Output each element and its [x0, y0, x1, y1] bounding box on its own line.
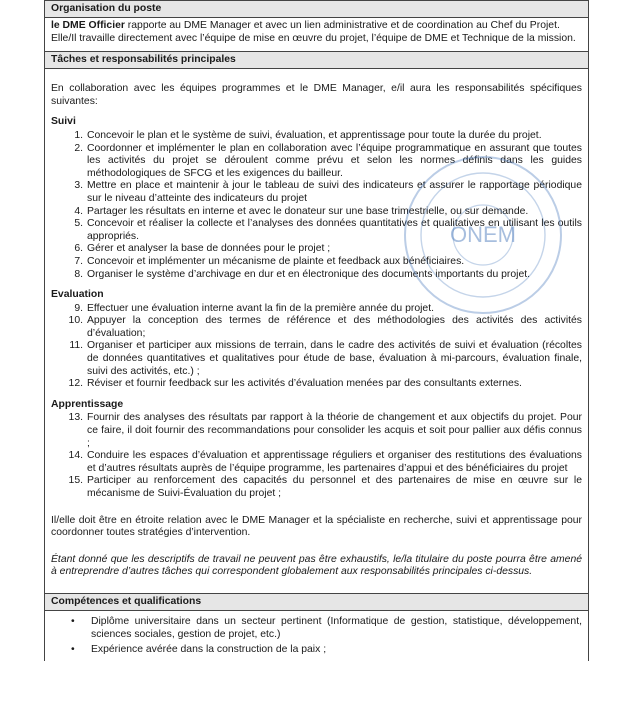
task-text: Coordonner et implémenter le plan en collaboration avec l’équipe programmatique en assurant que toutes les activités du projet se déroulent comme prévu et selon les normes définis dans les guides méthodologiques de SFCG et les exigences du bailleur.: [87, 142, 582, 179]
task-number: 2.: [74, 142, 83, 154]
task-groups: [51, 116, 582, 500]
task-item: [51, 450, 582, 475]
task-group-title: Apprentissage: [51, 398, 124, 410]
task-number: 5.: [74, 218, 83, 230]
organisation-line2: Elle/Il travaille directement avec l’équipe de mise en œuvre du projet, l’équipe de DME et Technique de la mission.: [51, 32, 576, 44]
task-item: [51, 243, 582, 256]
task-text: Concevoir et réaliser la collecte et l’analyses des données quantitatives et qualitatives en utilisant les outils appropriés.: [87, 218, 582, 242]
task-item: [51, 303, 582, 316]
task-list: [51, 412, 582, 500]
task-item: [51, 130, 582, 143]
task-item: [51, 218, 582, 243]
task-text: Participer au renforcement des capacités du personnel et des partenaires de mise en œuvre sur le mécanisme de Suivi-Évaluation du projet ;: [87, 475, 582, 499]
competences-body: [45, 611, 588, 661]
task-text: Organiser et participer aux missions de terrain, dans le cadre des activités de suivi et évaluation (récoltes de données quantitatives et qualitatives pour étude de base, évaluation à mi-parcours, évaluation finale, suivi des activités, etc.) ;: [87, 340, 582, 377]
task-text: Partager les résultats en interne et avec le donateur sur une base trimestrielle, ou sur demande.: [87, 205, 529, 217]
competences-list: [51, 616, 582, 657]
organisation-section: [44, 0, 589, 51]
task-number: 1.: [74, 129, 83, 141]
taches-closing: Il/elle doit être en étroite relation avec le DME Manager et la spécialiste en recherche, suivi et apprentissage pour coordonner toutes stratégies d’intervention.: [51, 514, 582, 539]
bullet-icon: •: [71, 615, 75, 627]
task-group-title: Suivi: [51, 116, 76, 128]
document-page: [44, 0, 589, 661]
taches-body: [45, 69, 588, 593]
task-item: [51, 315, 582, 340]
taches-intro: En collaboration avec les équipes programmes et le DME Manager, e/il aura les responsabilités spécifiques suivantes:: [51, 83, 582, 107]
task-text: Concevoir et implémenter un mécanisme de plainte et feedback aux bénéficiaires.: [87, 255, 465, 267]
taches-italic-note: Étant donné que les descriptifs de travail ne peuvent pas être exhaustifs, le/la titulaire du poste pourra être amené à entreprendre d’autres tâches qui correspondent globalement aux responsabilités principales ci-dessus.: [51, 553, 582, 578]
competence-item: [51, 616, 582, 641]
task-text: Organiser le système d’archivage en dur et en électronique des documents importants du projet.: [87, 268, 530, 280]
task-text: Appuyer la conception des termes de référence et des méthodologies des activités des activités d’évaluation;: [87, 315, 582, 339]
task-item: [51, 269, 582, 282]
organisation-line1: [51, 20, 582, 33]
taches-header: Tâches et responsabilités principales: [45, 51, 588, 69]
task-item: [51, 340, 582, 378]
organisation-lead-rest: rapporte au DME Manager et avec un lien administrative et de coordination au Chef du Projet.: [124, 20, 560, 31]
task-item: [51, 475, 582, 500]
task-number: 4.: [74, 205, 83, 217]
task-number: 7.: [74, 255, 83, 267]
competence-text: Expérience avérée dans la construction de la paix ;: [91, 644, 327, 656]
organisation-header: Organisation du poste: [45, 0, 588, 18]
task-number: 11.: [69, 340, 83, 352]
task-group-title: Evaluation: [51, 289, 104, 301]
task-item: [51, 180, 582, 205]
competence-item: [51, 644, 582, 657]
organisation-lead-bold: le DME Officier: [51, 20, 125, 31]
task-item: [51, 143, 582, 181]
task-list: [51, 130, 582, 281]
task-text: Effectuer une évaluation interne avant la fin de la première année du projet.: [87, 302, 434, 314]
competences-section: [44, 593, 589, 661]
task-text: Concevoir le plan et le système de suivi, évaluation, et apprentissage pour toute la durée du projet.: [87, 129, 542, 141]
organisation-body: [45, 18, 588, 51]
task-text: Gérer et analyser la base de données pour le projet ;: [87, 243, 331, 255]
task-number: 8.: [74, 268, 83, 280]
competence-text: Diplôme universitaire dans un secteur pertinent (Informatique de gestion, statistique, développement, sciences sociales, gestion de projet, etc.): [91, 615, 582, 640]
stamp-text: ONEM: [450, 222, 516, 247]
task-list: [51, 303, 582, 391]
task-item: [51, 412, 582, 450]
task-text: Fournir des analyses des résultats par rapport à la théorie de changement et aux objectifs du projet. Pour ce faire, il doit fournir des recommandations pour consolider les acquis et soit pour pallier aux défis connus ;: [87, 412, 582, 449]
task-number: 14.: [68, 450, 83, 462]
taches-section: [44, 51, 589, 593]
task-text: Conduire les espaces d’évaluation et apprentissage réguliers et organiser des restitutions des évaluations et d’autres résultats auprès de l’équipe programme, les partenaires d’appui et des bénéficiaires du projet: [87, 450, 582, 474]
task-number: 9.: [74, 302, 83, 314]
task-number: 3.: [74, 180, 83, 192]
task-number: 15.: [68, 475, 83, 487]
task-item: [51, 206, 582, 219]
task-item: [51, 256, 582, 269]
bullet-icon: •: [71, 644, 75, 656]
task-number: 10.: [68, 315, 83, 327]
task-number: 13.: [68, 412, 83, 424]
task-text: Réviser et fournir feedback sur les activités d’évaluation menées par des consultants externes.: [87, 378, 522, 390]
task-text: Mettre en place et maintenir à jour le tableau de suivi des indicateurs et assurer le rapportage périodique sur le niveau d’atteinte des indicateurs du projet: [87, 180, 582, 204]
competences-header: Compétences et qualifications: [45, 593, 588, 611]
task-number: 12.: [68, 378, 83, 390]
task-item: [51, 378, 582, 391]
task-number: 6.: [74, 243, 83, 255]
